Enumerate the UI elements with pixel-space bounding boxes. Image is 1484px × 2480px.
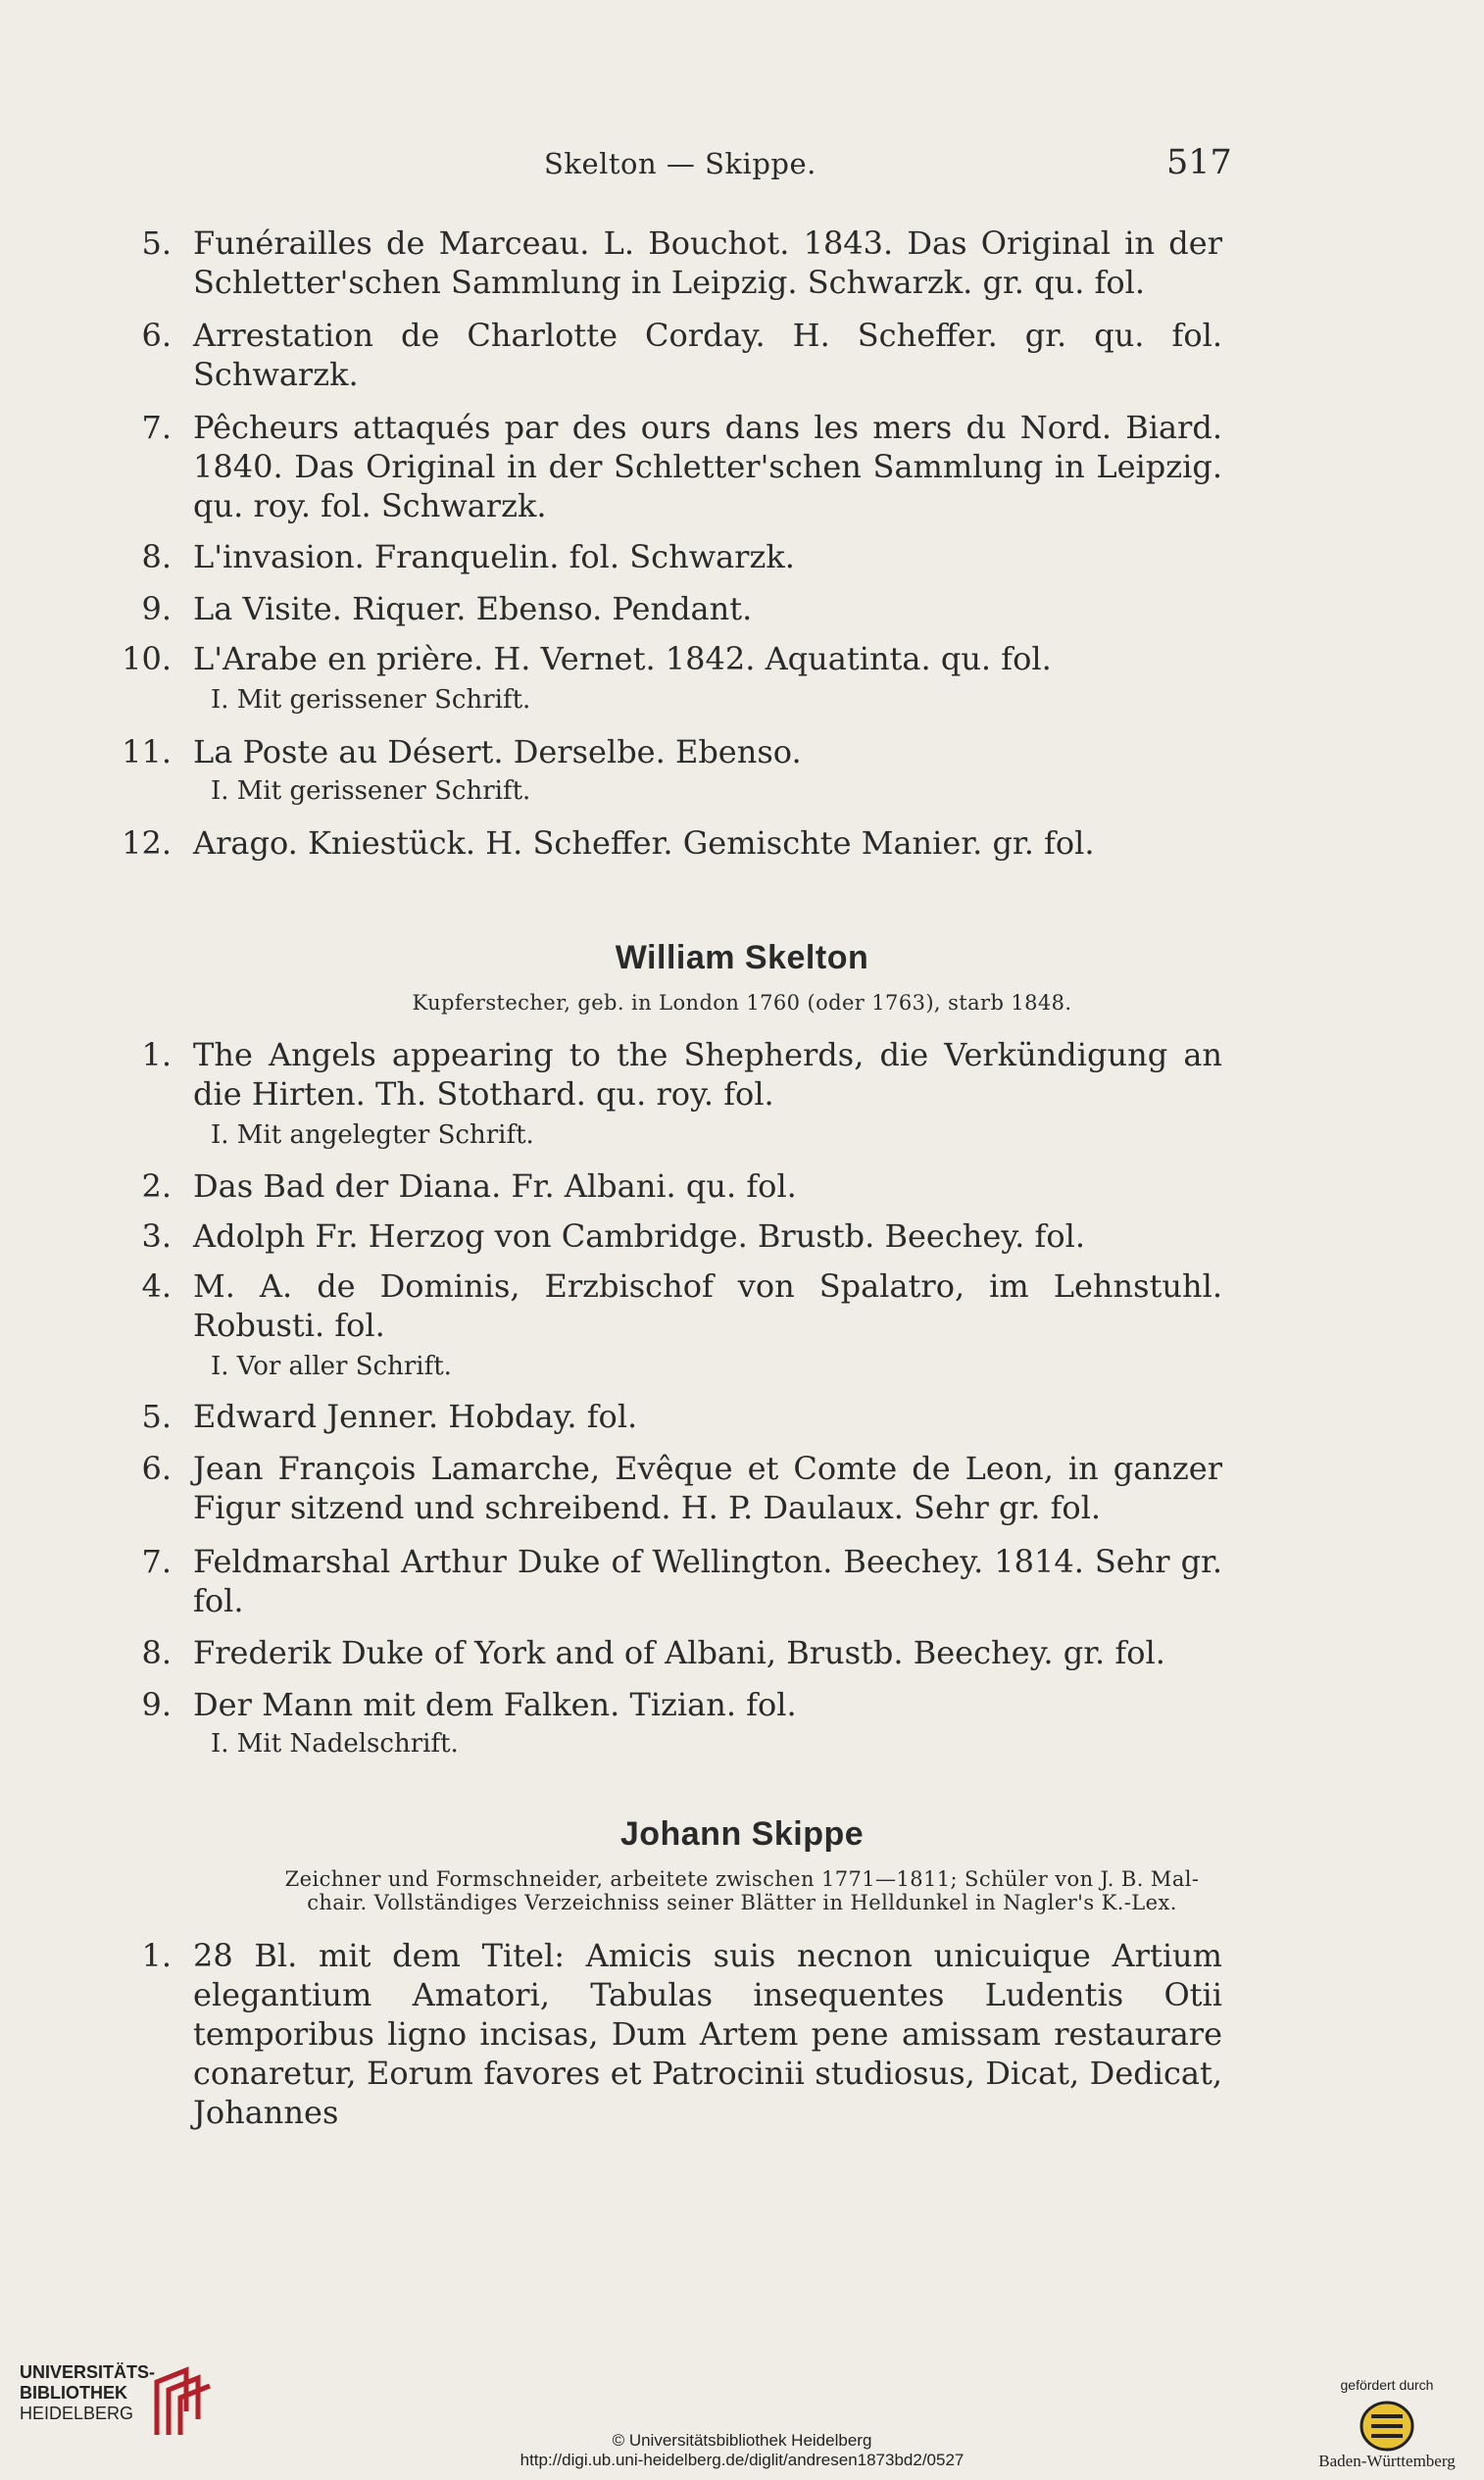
- page-number: 517: [1166, 143, 1232, 182]
- library-logo: UNIVERSITÄTS- BIBLIOTHEK HEIDELBERG: [20, 2362, 216, 2470]
- footer-credits: [0, 2431, 1484, 2470]
- running-header: [0, 143, 1484, 186]
- document-page: Skelton — Skippe. 517 5. Funérailles de Marceau. L. Bouchot. 1843. Das Original in der Schletter'schen Sammlung in Leipzig. Schwarzk. gr. qu. fol. 6. Arrestation de Charlotte Corday. H. Scheffer. gr. qu. fol. Schwarzk. 7. Pêcheurs attaqués par des ours dans les mers du Nord. Biard. 1840. Das Original in der Schletter'schen Sammlung in Leipzig. qu. roy. fol. Schwarzk. 8. L'invasion. Franquelin. fol. Schwarzk. 9. La Visite. Riquer. Ebenso. Pendant. 10. L'Arabe en prière. H. Vernet. 1842. Aquatinta. qu. fol. I. Mit gerissener Schrift. 11. La Poste au Désert. Derselbe. Ebenso. I. Mit gerissener Schrift. 12. Arago. Kniestück. H. Scheffer. Gemischte Manier. gr. fol. William Skelton Kupferstecher, geb. in London 1760 (oder 1763), starb 1848. 1. The Angels appearing to the Shepherds, die Verkündigung an die Hirten. Th. Stothard. qu. roy. fol. I. Mit angelegter Schrift. 2. Das Bad der Diana. Fr. Albani. qu. fol. 3. Adolph Fr. Herzog von Cambridge. Brustb. Beechey. fol. 4. M. A. de Dominis, Erzbischof von Spalatro, im Lehnstuhl. Robusti. fol. I. Vor aller Schrift. 5. Edward Jenner. Hobday. fol. 6. Jean François Lamarche, Evêque et Comte de Leon, in ganzer Figur sitzend und schreibend. H. P. Daulaux. Sehr gr. fol. 7. Feldmarshal Arthur Duke of Wellington. Beechey. 1814. Sehr gr. fol. 8. Frederik Duke of York and of Albani, Brustb. Beechey. gr. fol. 9. Der Mann mit dem Falken. Tizian. fol. I. Mit Nadelschrift. Johann Skippe Zeichner und Formschneider, arbeitete zwischen 1771—1811; Schüler von J. B. Mal- chair. Vollständiges Verzeichniss seiner Blätter in Helldunkel in Nagler's K.-Lex. 1. 28 Bl. mit dem Titel: Amicis suis necnon unicuique Artium elegantium Amatori, Tabulas insequentes Ludentis Otii temporibus ligno incisas, Dum Artem pene amissam restaurare conaretur, Eorum favores et Patrocinii studiosus, Dicat, Dedicat, Johannes UNIVERSITÄTS- BIBLIOTHEK HEIDELBERG © Universitätsbibliothek Heidelberg http://digi.ub.uni-heidelberg.de/diglit/andresen1873bd2/0527 gefördert durch Baden-Württemberg: [0, 0, 1484, 2480]
- state-note: I. Mit gerissener Schrift.: [211, 776, 531, 806]
- section-bio: Kupferstecher, geb. in London 1760 (oder 1763), starb 1848.: [412, 991, 1072, 1015]
- state-note: I. Mit angelegter Schrift.: [211, 1120, 534, 1150]
- library-emblem-icon: [147, 2364, 225, 2439]
- section-bio-line2: chair. Vollständiges Verzeichniss seiner Blätter in Helldunkel in Nagler's K.-Lex.: [307, 1891, 1177, 1914]
- section-heading: Johann Skippe: [619, 1815, 865, 1853]
- copyright-text: © Universitätsbibliothek Heidelberg: [612, 2431, 872, 2450]
- funding-logo: gefördert durch Baden-Württemberg: [1318, 2377, 1456, 2470]
- state-note: I. Mit gerissener Schrift.: [211, 685, 531, 715]
- header-title: Skelton — Skippe.: [544, 147, 816, 180]
- state-note: I. Vor aller Schrift.: [211, 1352, 452, 1381]
- section-bio-line1: Zeichner und Formschneider, arbeitete zwischen 1771—1811; Schüler von J. B. Mal-: [284, 1867, 1200, 1891]
- coat-of-arms-icon: [1358, 2399, 1416, 2454]
- section-heading: William Skelton: [615, 939, 869, 976]
- state-note: I. Mit Nadelschrift.: [211, 1729, 459, 1759]
- permalink[interactable]: http://digi.ub.uni-heidelberg.de/diglit/andresen1873bd2/0527: [519, 2451, 965, 2469]
